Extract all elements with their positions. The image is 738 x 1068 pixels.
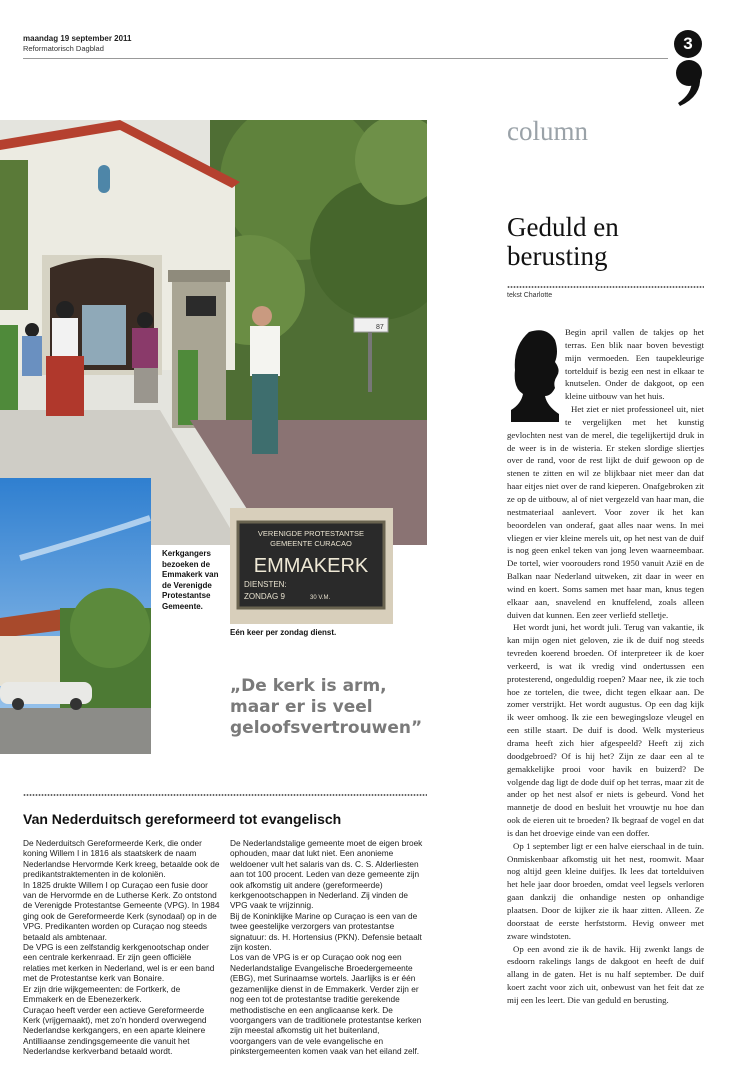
page-number-badge: 3 (674, 30, 702, 58)
article-dotted-rule (23, 793, 427, 797)
article-paragraph: Curaçao heeft verder een actieve Gereformeerde Kerk (vrijgemaakt), met zo’n honderd overwegend Nederlandse kerkgangers, en een aparte kleinere Antilliaanse zendingsgemeente die vanuit het Nederlandse kerkverband betaald wordt. (23, 1004, 207, 1057)
sign-photo-caption: Eén keer per zondag dienst. (230, 628, 337, 637)
sky-photo-illustration (0, 478, 151, 754)
column-paragraph: Begin april vallen de takjes op het terras. Een blik naar boven bevestigt mijn vermoeden. Een taupekleurige tortelduif is bezig een nest in elkaar te knutselen. Onder de dakgoot, op een kleine uitbouw van het huis. (565, 327, 704, 402)
pull-quote: „De kerk is arm, maar er is veel geloofsvertrouwen” (230, 676, 423, 738)
article-paragraph: Los van de VPG is er op Curaçao ook nog een Nederlandstalige Evangelische Broedergemeente (EBG), met Surinaamse wortels. Jaarlijks is er één gezamenlijke dienst in de Emmakerk. Verder zijn er nog een tot de protestantse traditie gerekende methodistische en een anglicaanse kerk. De voorgangers van de traditionele protestantse kerken zijn meestal afkomstig uit het buitenland, voorgangers van de vele evangelische en pinkstergemeenten komen vaak van het eiland zelf. (230, 952, 422, 1057)
article-paragraph: Er zijn drie wijkgemeenten: de Fortkerk, de Emmakerk en de Ebenezerkerk. (23, 983, 181, 1005)
author-silhouette-icon (507, 326, 565, 422)
article-paragraph: De Nederduitsch Gereformeerde Kerk, die onder koning Willem I in 1816 als staatskerk de naam Nederlandse Hervormde Kerk kreeg, betaalde ook de predikantstraktementen in de koloniën. (23, 838, 220, 880)
comma-logo-icon (670, 56, 710, 108)
sign-line-1: VERENIGDE PROTESTANTSE (257, 529, 365, 538)
article-column-1 (23, 838, 220, 1057)
church-photo-caption: Kerkgangers bezoeken de Emmakerk van de Verenigde Protestantse Gemeente. (162, 549, 219, 611)
article-paragraph: De VPG is een zelfstandig kerkgenootschap onder een centrale kerkenraad. Er zijn geen officiële relaties met kerken in Nederland, wel is er een band met de Protestantse kerk van Bonaire. (23, 942, 215, 984)
sign-line-5: ZONDAG 9 (244, 592, 285, 601)
column-paragraph: Het wordt juni, het wordt juli. Terug van vakantie, ik kan mijn ogen niet geloven, zie ik de duif nog steeds tevreden koerend broeden. Of interpreteer ik de koer verkeerd, is wat ik vredig vind ondertussen een protesterend, ongeduldig roepen? Maar nee, ik zie toch hoe ze tortelen, die twee, dicht tegen elkaar aan. De zomer verstrijkt. Het wordt augustus. Op een dag kijk ik weer omhoog. Ik zie een bewegingsloze vleugel en een stille staart. De duif is dood. Welk mysterieus drama heeft zich hier afgespeeld? Heeft zij zich doodgebroed? Of is hij het? Zijn ze daar een al te gemakkelijke prooi voor havik en buizerd? De volgende dag ligt de dode duif op het terras, maar zit de ander op het nest alsof er niets is gebeurd. Vond het mannetje de dood en besluit het vrouwtje nu hoe dan ook de eieren uit te broeden? Ik begraaf de vogel en dat is dan het droevige einde van een doffer. (507, 622, 704, 838)
header-paper-name: Reformatorisch Dagblad (23, 44, 104, 53)
column-paragraph: Op een avond zie ik de havik. Hij zwenkt langs de esdoorn rakelings langs de dakgoot en heeft de duif allang in de gaten. Het is nu half september. De duif koert zacht voor zich uit, onbewust van het feit dat ze mij een les leert. Die van geduld en berusting. (507, 943, 704, 1005)
column-label: column (507, 116, 588, 146)
article-paragraph: De Nederlandstalige gemeente moet de eigen broek ophouden, maar dat lukt niet. Een anonieme weldoener vult het salaris van ds. C. S. Alderliesten aan tot 100 procent. Leden van deze gemeente zijn ook afkomstig uit andere (gereformeerde) kerkgenootschappen in Nederland. Zij vinden de VPG vaak te vrijzinnig. (230, 838, 423, 911)
column-byline: tekst Charlotte (507, 292, 553, 299)
column-paragraph: Het ziet er niet professioneel uit, niet te vergelijken met het kunstig gevlochten nest van de merel, die tegelijkertijd druk in de weer is in de wisteria. Er steken slordige sliertjes over de rand, voor de rest lijkt de duif gewoon op de stenen te zitten en wil ze blijkbaar niet meer dan dat haar eitjes niet over de rand kieperen. Onafgebroken zit ze op de uitbouw, al of niet vergezeld van haar man, die nestmateriaal aanlevert. Voor zover ik het kan beoordelen van onderaf, gaat alles naar wens. In mei vliegen er vier kleine merels uit, op het nest van de duif is nog geen enkel teken van jong leven waarneembaar. De tortel, wier voorouders rond 1950 vanuit Azië en de Balkan naar Nederland uitweken, zit daar in weer en wind en koert. Soms samen met haar man, knus tegen elkaar aan, snavelend en knuffelend, zoals alleen duiven dat kunnen. Een zeer verliefd stelletje. (507, 404, 704, 620)
sign-time: 30 V.M. (310, 595, 331, 601)
church-sign-illustration (230, 508, 393, 624)
header-rule (23, 58, 668, 59)
column-paragraph: Op 1 september ligt er een halve eierschaal in de tuin. Onmiskenbaar afkomstig uit het nest, roomwit. Maar nog altijd geen kleine duifjes. Ik lees dat tortelduiven het hele jaar door broeden, omdat veel legsels verloren gaan dankzij die onhandige nesten op onhandige plaatsen. Door de kijker zie ik haar zitten. Alleen. Ze doorstaat de eerste herfststorm. Hevig onweer met zware windstoten. (507, 840, 704, 941)
article-title: Van Nederduitsch gereformeerd tot evangelisch (23, 811, 342, 827)
article-paragraph: In 1825 drukte Willem I op Curaçao een fusie door van de Hervormde en de Lutherse Kerk. Zo ontstond de Verenigde Protestantse Gemeente (VPG). In 1984 ging ook de Gereformeerde Kerk (synodaal) op in de VPG. Predikanten worden op Curaçao nog steeds betaald als ambtenaar. (23, 879, 220, 942)
sign-line-2: GEMEENTE CURACAO (270, 539, 352, 548)
church-sign-photo (230, 508, 393, 624)
sign-line-3: EMMAKERK (253, 555, 369, 577)
article-column-2 (230, 838, 427, 1057)
sky-photo (0, 478, 151, 754)
mailbox-number: 87 (376, 324, 384, 331)
column-body (507, 326, 704, 1007)
article-paragraph: Bij de Koninklijke Marine op Curaçao is een van de twee geestelijke verzorgers van protestantse signatuur: ds. H. Hortensius (PKN). Defensie betaalt zijn kosten. (230, 910, 422, 953)
column-dotted-rule (507, 285, 704, 289)
sign-line-4: DIENSTEN: (244, 580, 287, 589)
column-title: Geduld en berusting (507, 212, 619, 271)
header-date: maandag 19 september 2011 (23, 34, 132, 43)
